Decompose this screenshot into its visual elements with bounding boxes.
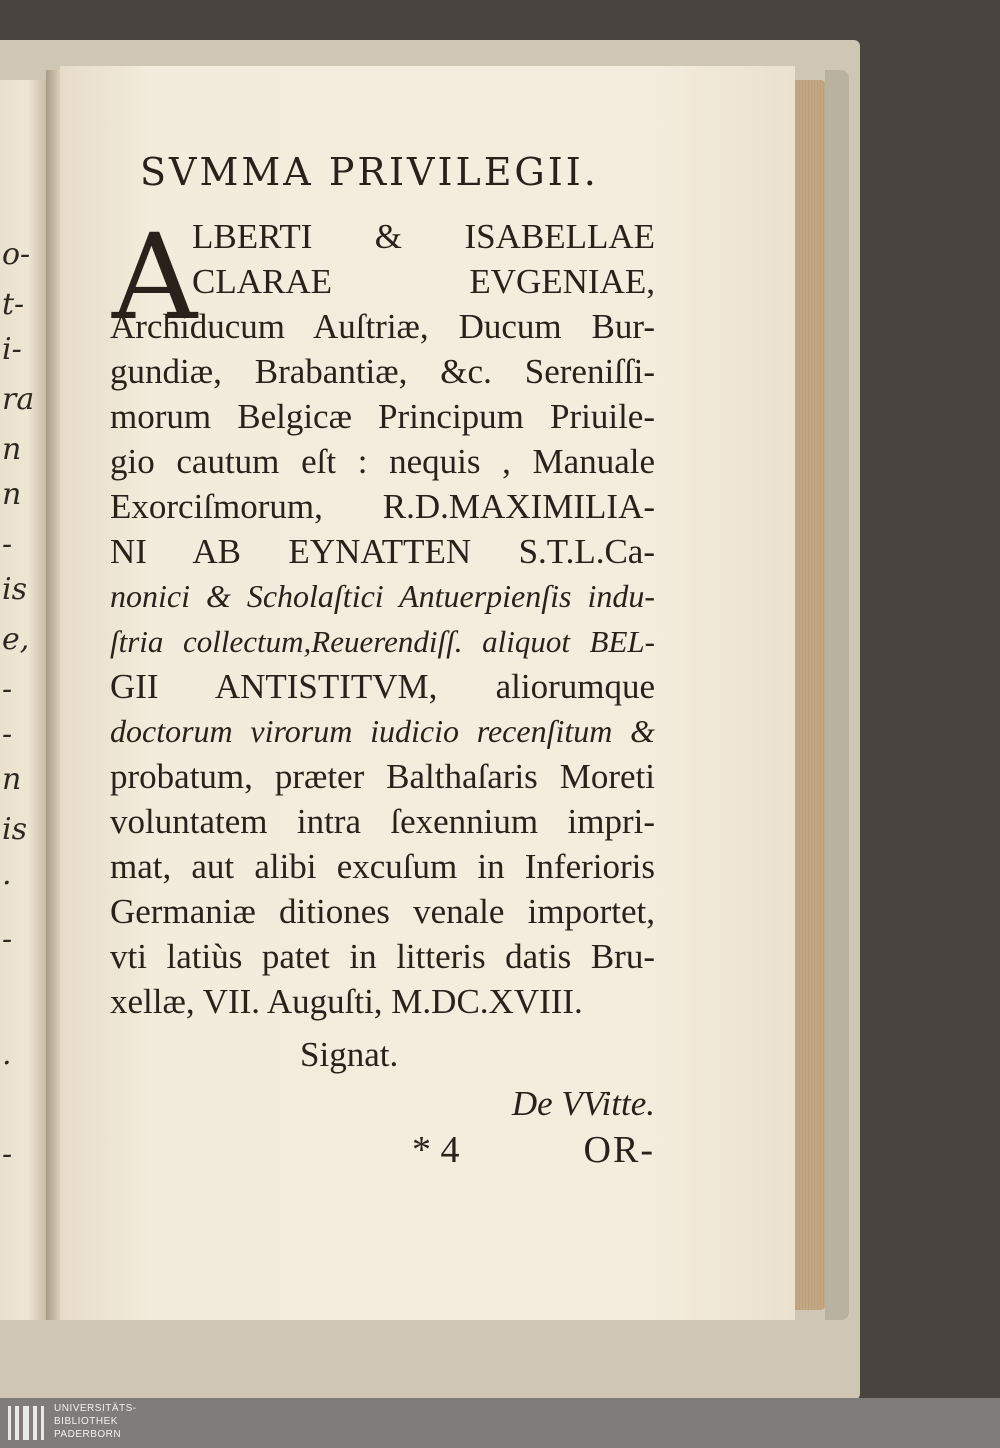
left-page-fragment: n	[2, 477, 22, 512]
left-page-fragment: -	[2, 672, 13, 707]
library-logo-icon	[8, 1406, 44, 1440]
left-page-edge	[0, 80, 46, 1320]
left-page-fragment: is	[2, 572, 27, 607]
text-line: Archiducum Auſtriæ, Ducum Bur-	[110, 306, 655, 346]
signature-mark: * 4	[412, 1128, 460, 1171]
text-line: vti latiùs patet in litteris datis Bru-	[110, 936, 655, 976]
left-page-fragment: n	[2, 762, 22, 797]
page-heading: SVMMA PRIVILEGII.	[140, 150, 599, 194]
text-line: nonici & Scholaſtici Antuerpienſis indu-	[110, 577, 655, 614]
text-line: xellæ, VII. Auguſti, M.DC.XVIII.	[110, 981, 583, 1021]
library-footer-bar	[0, 1398, 1000, 1448]
left-page-fragment: -	[2, 527, 13, 562]
left-page-fragment: .	[2, 857, 12, 892]
text-line: probatum, præter Balthaſaris Moreti	[110, 756, 655, 796]
text-line: NI AB EYNATTEN S.T.L.Ca-	[110, 531, 655, 571]
catchword: OR-	[583, 1128, 655, 1171]
text-line: voluntatem intra ſexennium impri-	[110, 801, 655, 841]
text-line: Exorciſmorum, R.D.MAXIMILIA-	[110, 486, 655, 526]
left-page-fragment: o-	[2, 237, 31, 272]
text-line: GII ANTISTITVM, aliorumque	[110, 666, 655, 706]
left-page-fragment: is	[2, 812, 27, 847]
signat-label: Signat.	[300, 1034, 399, 1074]
text-line: Germaniæ ditiones venale importet,	[110, 891, 655, 931]
text-line: LBERTI & ISABELLAE	[192, 216, 655, 256]
left-page-fragment: -	[2, 717, 13, 752]
library-name-line: PADERBORN	[54, 1429, 122, 1440]
library-name-line: BIBLIOTHEK	[54, 1416, 118, 1427]
library-name	[54, 1402, 137, 1441]
text-line: doctorum virorum iudicio recenſitum &	[110, 712, 655, 749]
text-line: ſtria collectum,Reuerendiſſ. aliquot BEL-	[110, 623, 655, 659]
text-line: gundiæ, Brabantiæ, &c. Sereniſſi-	[110, 351, 655, 391]
signer-name: De VVitte.	[511, 1083, 655, 1123]
left-page-fragment: -	[2, 922, 13, 957]
page-block-edges	[795, 80, 825, 1310]
left-page-fragment: -	[2, 1137, 13, 1172]
left-page-fragment: n	[2, 432, 22, 467]
left-page-fragment: i-	[2, 332, 22, 367]
left-page-fragment: ra	[2, 382, 35, 417]
text-line: CLARAE EVGENIAE,	[192, 261, 655, 301]
left-page-fragment: .	[2, 1037, 12, 1072]
book-gutter	[46, 70, 60, 1320]
book-cover-edge	[825, 70, 849, 1320]
left-page-fragment: t-	[2, 287, 25, 322]
privilege-text	[110, 150, 655, 1178]
text-line: gio cautum eſt : nequis , Manuale	[110, 441, 655, 481]
left-page-fragment: e,	[2, 622, 30, 657]
drop-cap: A	[112, 208, 198, 346]
text-line: mat, aut alibi excuſum in Inferioris	[110, 846, 655, 886]
library-name-line: UNIVERSITÄTS-	[54, 1403, 137, 1414]
text-line: morum Belgicæ Principum Priuile-	[110, 396, 655, 436]
page-footer-row	[110, 1128, 655, 1178]
